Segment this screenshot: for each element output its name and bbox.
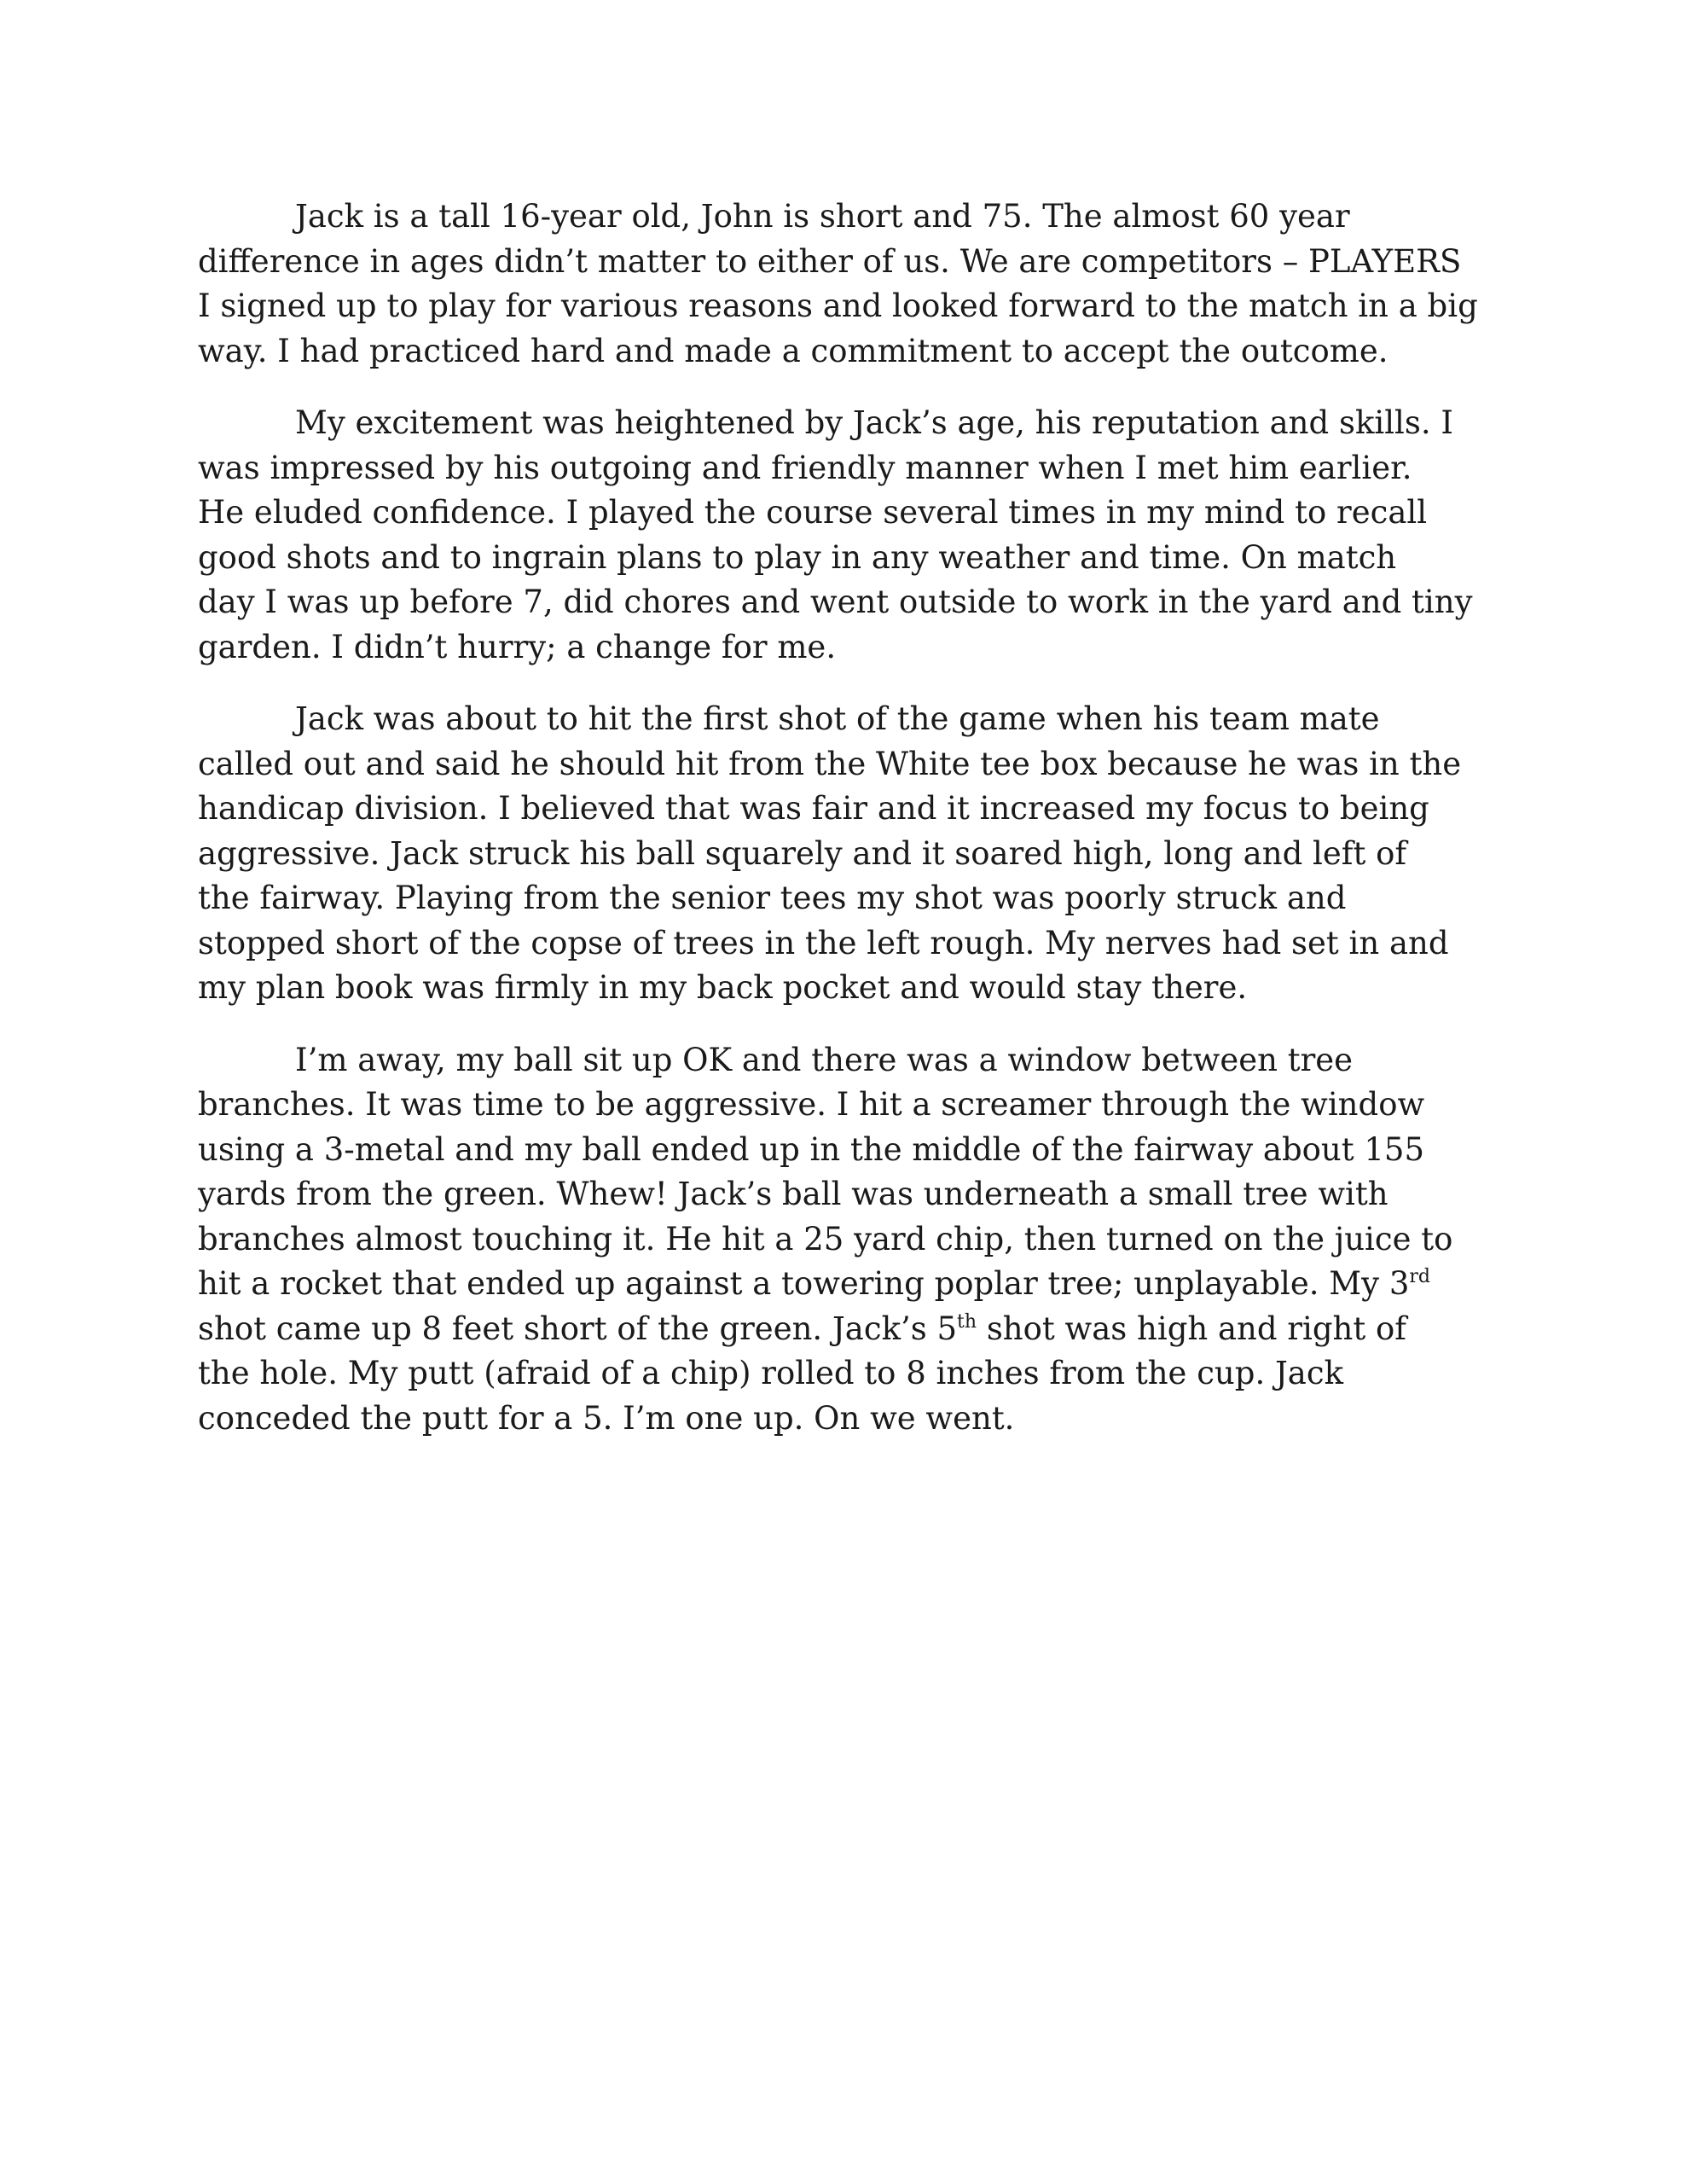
text-line: handicap division. I believed that was fair and it increased my focus to being bbox=[198, 790, 1429, 827]
text-line: the hole. My putt (afraid of a chip) rolled to 8 inches from the cup. Jack bbox=[198, 1355, 1344, 1391]
text-line: my plan book was firmly in my back pocket and would stay there. bbox=[198, 969, 1248, 1006]
text-line: Jack is a tall 16-year old, John is short and 75. The almost 60 year bbox=[295, 198, 1350, 235]
text-line: way. I had practiced hard and made a commitment to accept the outcome. bbox=[198, 332, 1388, 369]
text-line: day I was up before 7, did chores and went outside to work in the yard and tiny bbox=[198, 584, 1473, 620]
text-line: the fairway. Playing from the senior tees my shot was poorly struck and bbox=[198, 880, 1347, 916]
text-segment: shot came up 8 feet short of the green. Jack’s 5 bbox=[198, 1310, 958, 1347]
text-line: using a 3-metal and my ball ended up in the middle of the fairway about 155 bbox=[198, 1130, 1424, 1168]
text-line: I’m away, my ball sit up OK and there was a window between tree bbox=[295, 1041, 1354, 1078]
text-line: I signed up to play for various reasons and looked forward to the match in a big bbox=[198, 288, 1478, 324]
text-line: aggressive. Jack struck his ball squarely and it soared high, long and left of bbox=[198, 834, 1407, 872]
paragraph-4 bbox=[198, 1038, 1494, 1442]
ordinal-superscript: th bbox=[957, 1310, 977, 1333]
text-line: conceded the putt for a 5. I’m one up. On we went. bbox=[198, 1399, 1015, 1437]
text-line: garden. I didn’t hurry; a change for me. bbox=[198, 628, 837, 665]
paragraph-3 bbox=[198, 697, 1494, 1011]
text-line: good shots and to ingrain plans to play in any weather and time. On match bbox=[198, 538, 1397, 576]
ordinal-superscript: rd bbox=[1409, 1266, 1430, 1287]
text-line: branches. It was time to be aggressive. I hit a screamer through the window bbox=[198, 1086, 1425, 1123]
text-segment: shot was high and right of bbox=[977, 1310, 1406, 1347]
text-line: My excitement was heightened by Jack’s age, his reputation and skills. I bbox=[295, 404, 1453, 441]
text-line: Jack was about to hit the first shot of the game when his team mate bbox=[295, 700, 1380, 737]
text-line-with-superscript bbox=[198, 1262, 1494, 1307]
text-line: He eluded confidence. I played the course several times in my mind to recall bbox=[198, 494, 1428, 531]
paragraph-1 bbox=[198, 195, 1494, 374]
text-line: branches almost touching it. He hit a 25 yard chip, then turned on the juice to bbox=[198, 1220, 1453, 1258]
text-segment: hit a rocket that ended up against a towering poplar tree; unplayable. My 3 bbox=[198, 1265, 1410, 1302]
text-line: called out and said he should hit from the White tee box because he was in the bbox=[198, 745, 1462, 782]
text-line: stopped short of the copse of trees in the left rough. My nerves had set in and bbox=[198, 924, 1449, 961]
text-line: was impressed by his outgoing and friendly manner when I met him earlier. bbox=[198, 449, 1412, 486]
text-line: difference in ages didn’t matter to either of us. We are competitors – PLAYERS bbox=[198, 242, 1462, 280]
text-line: yards from the green. Whew! Jack’s ball was underneath a small tree with bbox=[198, 1176, 1388, 1212]
paragraph-2 bbox=[198, 401, 1494, 670]
document-body bbox=[198, 195, 1494, 1468]
text-line-with-superscript bbox=[198, 1307, 1494, 1352]
